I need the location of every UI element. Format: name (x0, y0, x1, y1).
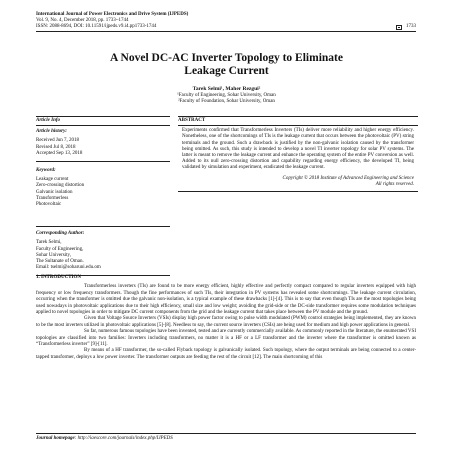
history-block (36, 129, 170, 157)
page-number-group (396, 24, 416, 30)
affiliation-2: ²Faculty of Foundation, Sohar University, Oman (178, 99, 275, 104)
volume-info: Vol. 9, No. 4, December 2018, pp. 1733~1744 (36, 18, 129, 23)
keyword-heading: Keyword: (36, 168, 56, 174)
article-info-heading: Article Info (36, 116, 170, 126)
corresponding-line: Sohar University, (36, 252, 71, 258)
corresponding-line: Tarek Selmi, (36, 240, 62, 246)
issn-doi: ISSN: 2088-8694, DOI: 10.11591/ijpeds.v9.i4.pp1733-1744 (36, 24, 157, 29)
issn-row (36, 24, 416, 30)
corresponding-heading: Corresponding Author: (36, 231, 85, 237)
keyword-item: Transformerless (36, 195, 69, 201)
abstract-text: Experiments confirmed that Transformerless Inverters (TIs) deliver more reliability and higher energy efficiency. Nonetheless, one of the shortcomings of TIs is the leakage current that occurs between the photovoltaic (PV) string terminals and the ground. Such a drawback is justified by the non-galvanic isolation caused by the transformer being omitted. As such, this study is intended to develop a novel TI inverter topology for solar PV systems. The latter is meant to remove the leakage current and enhance the operating system of the entire PV conversion as well. Added to its null zero-crossing distortion and capability regarding energy efficiency, the developed TI, being validated by simulation and experiment, eradicated the leakage current. (182, 128, 414, 171)
keyword-item: Leakage current (36, 177, 69, 183)
journal-footer (36, 433, 416, 441)
corresponding-line: The Sultanate of Oman. (36, 259, 84, 265)
title-line-1: A Novel DC-AC Inverter Topology to Eliminate (110, 52, 343, 64)
homepage-url[interactable]: : http://iaescore.com/journals/index.php/IJPEDS (74, 436, 173, 441)
section-heading: 1. INTRODUCTION (36, 275, 82, 280)
paragraph: So far, numerous famous topologies have been invented, tested and are currently commercially available. As commonly reported in the literature, the enumerated VSI topologies are classified into two families: Inverters including transformers, no matter it is a HF or a LF transformer and the inverter where the transformer is omitted known as “Transformerless inverter” [9]-[11]. (36, 329, 416, 348)
journal-header (36, 12, 416, 32)
journal-logo-icon (396, 25, 402, 30)
keyword-item: Galvanic isolation (36, 189, 73, 195)
homepage-label: Journal homepage (36, 436, 75, 441)
history-received: Received Jun 7, 2018 (36, 138, 80, 144)
author-list: Tarek Selmi¹, Maher Rezgui² (192, 86, 261, 92)
paragraph: Transformerless inverters (TIs) are found to be more energy efficient, highly effective and perfectly compact compared to regular inverters equipped with high frequency or low frequency transformers. Though the fine performances of such TIs, their integration in PV systems has revealed some shortcomings. The leakage current circulation, occurring when the transformer is omitted due the galvanic non-isolation, is a typical example of these drawbacks [1]-[4]. This is to say that even though TIs are the most topologies being used nowadays in photovoltaic applications due to their high efficiency, small size and low weight; avoiding the grid-side or the DC-side transformer requires some modulation techniques applied to novel topologies in order to mitigate DC current components from the grid and the leakage current that takes place between the PV module and the ground. (36, 284, 416, 316)
article-info-column (36, 116, 170, 276)
introduction-section (36, 275, 416, 361)
history-accepted: Accepted Sep 13, 2018 (36, 150, 83, 156)
header-divider (36, 31, 416, 32)
abstract-divider (178, 191, 418, 192)
journal-name: International Journal of Power Electronics and Drive System (IJPEDS) (36, 12, 189, 17)
keyword-block (36, 168, 170, 208)
keyword-item: Zero-crossing distortion (36, 183, 85, 189)
abstract-column (178, 116, 418, 192)
paper-title (0, 52, 453, 78)
copyright-line: Copyright © 2018 Institute of Advanced Engineering and Science (282, 175, 414, 181)
history-revised: Revised Jul 8, 2018 (36, 144, 76, 150)
corresponding-line: Faculty of Engineering, (36, 246, 84, 252)
affiliations (0, 93, 453, 105)
paragraph: By means of a HF transformer, the so-called Flyback topology is galvanically isolated. Such topology, where the output terminals are being connected to a center-tapped transformer, deploys a low power inverter. The transformer outputs are feeding the rest of the circuit [12]. The main shortcoming of this (36, 348, 416, 360)
paragraph: Given that Voltage Source Inverters (VSIs) display high power factor owing to pulse width modulated (PWM) control strategies being implemented, they are known to be the most inverters utilized in photovoltaic applications [5]-[8]. Needless to say, the current source inverters (CSIs) are being used for medium and high power applications in general. (36, 316, 416, 328)
history-heading: Article history: (36, 129, 67, 135)
corresponding-block (36, 231, 170, 271)
corresponding-email: Email: tselmi@soharuni.edu.om (36, 265, 101, 271)
rights-line: All rights reserved. (375, 181, 414, 187)
affiliation-1: ¹Faculty of Engineering, Sohar University, Oman (177, 93, 276, 98)
title-line-2: Leakage Current (184, 65, 269, 77)
abstract-heading: ABSTRACT (178, 116, 418, 126)
keyword-item: Photovoltaic (36, 202, 62, 208)
page-number: 1733 (406, 24, 416, 29)
